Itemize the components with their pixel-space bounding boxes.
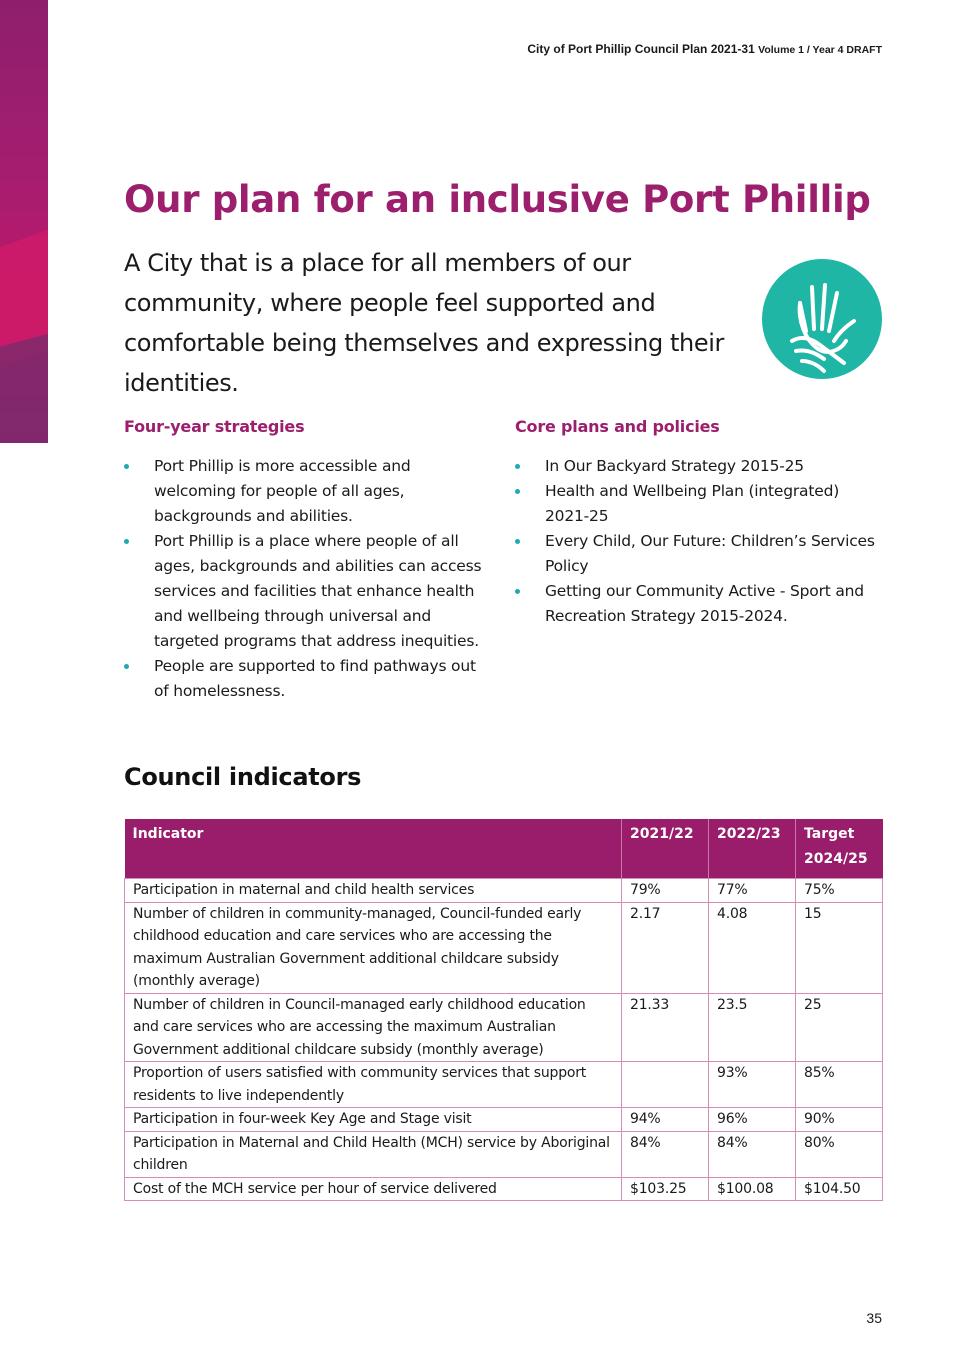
intro-text: A City that is a place for all members of our community, where people feel supported and comfortable being themselves and expressing their identities.	[124, 249, 724, 397]
table-cell: Proportion of users satisfied with community services that support residents to live independently	[125, 1062, 622, 1108]
policies-column	[515, 414, 885, 629]
table-row	[125, 902, 883, 993]
doc-sub: Volume 1 / Year 4 DRAFT	[758, 44, 882, 56]
table-cell: 21.33	[622, 993, 709, 1062]
table-cell: 93%	[709, 1062, 796, 1108]
strategies-list	[124, 454, 494, 704]
table-row	[125, 993, 883, 1062]
table-cell: Participation in four-week Key Age and Stage visit	[125, 1108, 622, 1132]
doc-title: City of Port Phillip Council Plan 2021-31	[527, 42, 755, 56]
indicators-table	[124, 819, 883, 1201]
list-item: Every Child, Our Future: Children’s Services Policy	[515, 529, 885, 579]
column-header: 2021/22	[622, 819, 709, 879]
table-row	[125, 1108, 883, 1132]
list-item: Port Phillip is a place where people of all ages, backgrounds and abilities can access services and facilities that enhance health and wellbeing through universal and targeted programs that address inequities.	[124, 529, 494, 654]
table-cell: $104.50	[796, 1177, 883, 1201]
table-cell: Number of children in community-managed, Council-funded early childhood education and care services who are accessing the maximum Australian Government additional childcare subsidy (monthly average)	[125, 902, 622, 993]
table-cell: 15	[796, 902, 883, 993]
side-decoration-band	[0, 0, 48, 443]
table-cell: 90%	[796, 1108, 883, 1132]
strategies-heading: Four-year strategies	[124, 417, 305, 436]
table-cell: 4.08	[709, 902, 796, 993]
table-cell: 23.5	[709, 993, 796, 1062]
strategies-column	[124, 414, 494, 704]
hands-icon	[762, 259, 882, 379]
column-header: 2022/23	[709, 819, 796, 879]
table-cell: Number of children in Council-managed early childhood education and care services who are accessing the maximum Australian Government additional childcare subsidy (monthly average)	[125, 993, 622, 1062]
list-item: Health and Wellbeing Plan (integrated) 2021-25	[515, 479, 885, 529]
policies-list	[515, 454, 885, 629]
column-header: Target 2024/25	[796, 819, 883, 879]
column-header: Indicator	[125, 819, 622, 879]
table-cell: 96%	[709, 1108, 796, 1132]
policies-heading: Core plans and policies	[515, 417, 720, 436]
table-cell: Cost of the MCH service per hour of service delivered	[125, 1177, 622, 1201]
indicators-heading: Council indicators	[124, 763, 362, 791]
table-cell: 25	[796, 993, 883, 1062]
table-cell: Participation in maternal and child health services	[125, 879, 622, 903]
table-cell: 79%	[622, 879, 709, 903]
page-number: 35	[866, 1310, 882, 1326]
table-cell: $100.08	[709, 1177, 796, 1201]
list-item: Getting our Community Active - Sport and Recreation Strategy 2015-2024.	[515, 579, 885, 629]
list-item: In Our Backyard Strategy 2015-25	[515, 454, 885, 479]
hands-icon-graphic	[762, 259, 882, 379]
table-cell: Participation in Maternal and Child Health (MCH) service by Aboriginal children	[125, 1131, 622, 1177]
table-cell: 75%	[796, 879, 883, 903]
table-row	[125, 1177, 883, 1201]
table-cell: 84%	[709, 1131, 796, 1177]
table-cell: 85%	[796, 1062, 883, 1108]
table-header-row	[125, 819, 883, 879]
table-cell: $103.25	[622, 1177, 709, 1201]
list-item: Port Phillip is more accessible and welcoming for people of all ages, backgrounds and abilities.	[124, 454, 494, 529]
table-cell	[622, 1062, 709, 1108]
table-cell: 2.17	[622, 902, 709, 993]
table-cell: 77%	[709, 879, 796, 903]
list-item: People are supported to find pathways out of homelessness.	[124, 654, 494, 704]
table-row	[125, 1131, 883, 1177]
table-cell: 94%	[622, 1108, 709, 1132]
band-shape	[0, 331, 48, 443]
running-header	[527, 42, 882, 56]
table-cell: 80%	[796, 1131, 883, 1177]
table-row	[125, 1062, 883, 1108]
table-row	[125, 879, 883, 903]
page-title: Our plan for an inclusive Port Phillip	[124, 178, 871, 221]
table-cell: 84%	[622, 1131, 709, 1177]
